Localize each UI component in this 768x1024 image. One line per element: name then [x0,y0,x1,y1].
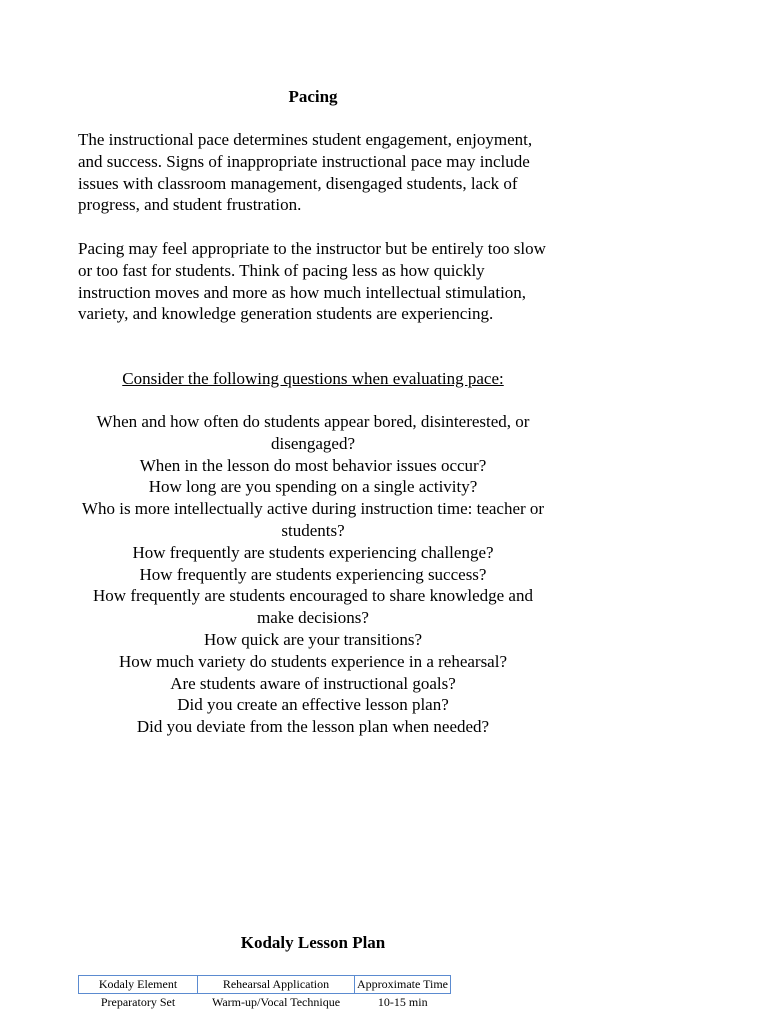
question-item: Did you create an effective lesson plan? [177,695,449,715]
question-item: How frequently are students experiencing success? [139,564,487,584]
question-item: How frequently are students experiencing challenge? [132,542,494,562]
question-item: Did you deviate from the lesson plan when needed? [136,717,490,737]
lesson-plan-table [78,975,451,1011]
table-header-row [79,976,451,994]
table-row [79,994,451,1012]
cell-kodaly-element: Preparatory Set [79,994,198,1012]
header-approximate-time: Approximate Time [355,976,451,994]
questions-heading: Consider the following questions when evaluating pace: [122,369,504,388]
cell-rehearsal-application: Warm-up/Vocal Technique [198,994,355,1012]
lesson-plan-title: Kodaly Lesson Plan [240,933,386,952]
question-item: Who is more intellectually active during instruction time: teacher or students? [81,499,545,540]
question-item: How much variety do students experience in a rehearsal? [118,651,507,671]
page-title: Pacing [288,87,338,106]
header-kodaly-element: Kodaly Element [79,976,198,994]
question-item: How frequently are students encouraged to share knowledge and make decisions? [93,586,533,628]
question-item: Are students aware of instructional goals? [170,673,456,693]
intro-paragraph: The instructional pace determines student engagement, enjoyment, and success. Signs of inappropriate instructional pace may include issues with classroom management, disengaged students, lack of progress, and student frustration. [78,130,533,215]
question-item: When and how often do students appear bored, disinterested, or disengaged? [96,412,530,453]
cell-approximate-time: 10-15 min [355,994,451,1012]
questions-list [78,411,548,738]
question-item: How long are you spending on a single activity? [148,477,478,497]
question-item: How quick are your transitions? [203,629,423,649]
pacing-paragraph: Pacing may feel appropriate to the instructor but be entirely too slow or too fast for students. Think of pacing less as how quickly instruction moves and more as how much intellectual stimulation, variety, and knowledge generation students are experiencing. [78,239,546,324]
question-item: When in the lesson do most behavior issues occur? [139,455,487,475]
header-rehearsal-application: Rehearsal Application [198,976,355,994]
